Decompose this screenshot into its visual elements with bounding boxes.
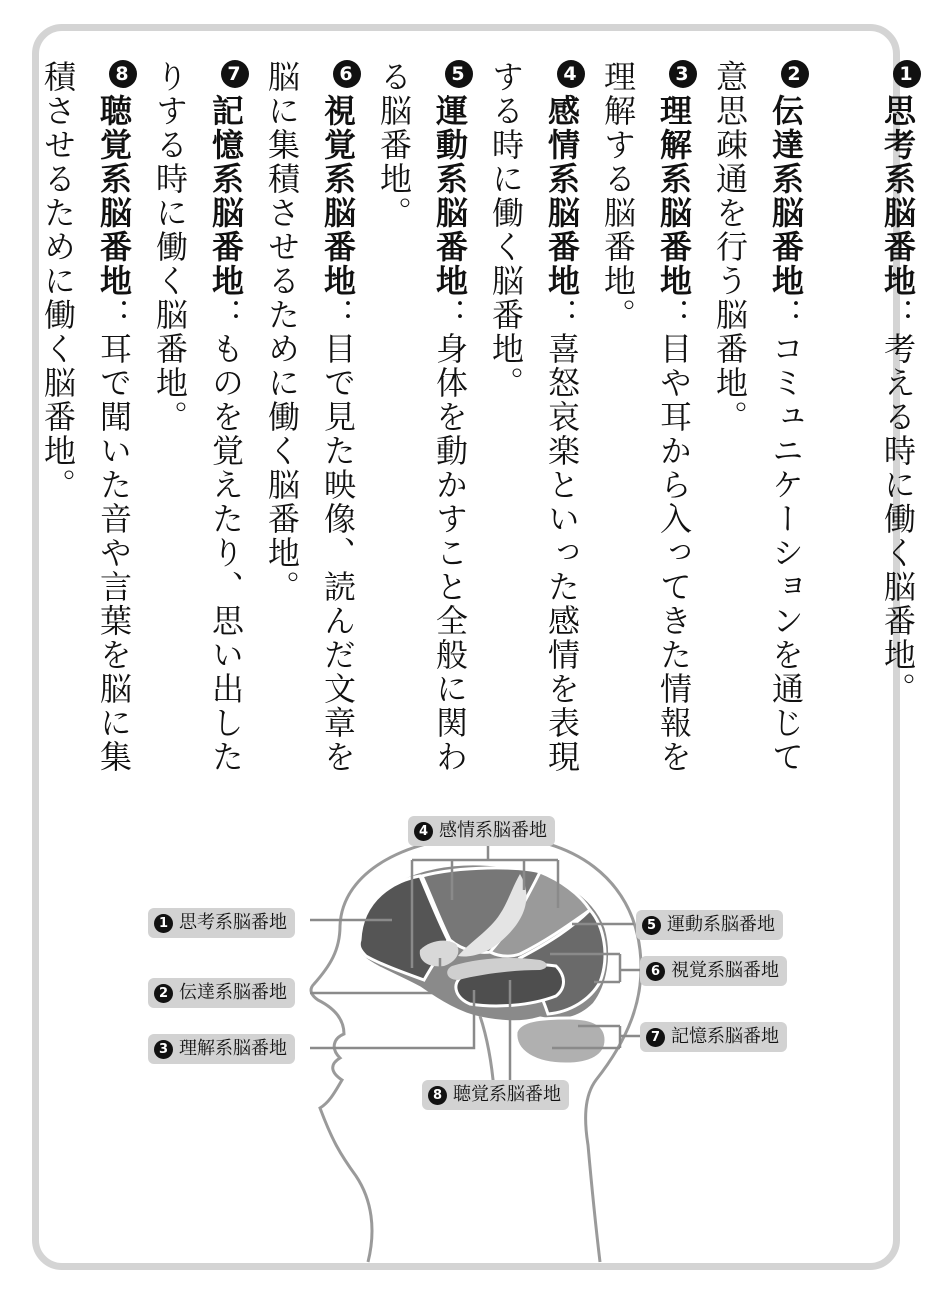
- term: 運動系脳番地: [431, 94, 469, 298]
- label-thinking: [148, 908, 295, 938]
- description: 目で見た映像、読んだ文章を脳に集積させるために働く脳番地。: [263, 60, 357, 774]
- item-2: [702, 60, 814, 780]
- badge-2-icon: 2: [781, 60, 809, 88]
- separator: ：: [543, 298, 581, 332]
- badge-1-icon: 1: [893, 60, 921, 88]
- badge-4-icon: 4: [414, 822, 433, 841]
- description: 耳で聞いた音や言葉を脳に集積させるために働く脳番地。: [39, 60, 133, 774]
- item-5: [366, 60, 478, 780]
- label-text: 理解系脳番地: [179, 1038, 287, 1059]
- item-3: [590, 60, 702, 780]
- brain-stem: [480, 1016, 494, 1090]
- description: 身体を動かすこと全般に関わる脳番地。: [375, 60, 469, 774]
- description: 喜怒哀楽といった感情を表現する時に働く脳番地。: [487, 60, 581, 774]
- label-text: 感情系脳番地: [439, 820, 547, 841]
- separator: ：: [431, 298, 469, 332]
- term: 聴覚系脳番地: [95, 94, 133, 298]
- description: 目や耳から入ってきた情報を理解する脳番地。: [599, 60, 693, 774]
- item-7: [142, 60, 254, 780]
- brain-diagram: [0, 790, 940, 1270]
- description: 考える時に働く脳番地。: [879, 332, 917, 706]
- description: ものを覚えたり、思い出したりする時に働く脳番地。: [151, 60, 245, 774]
- label-communication: [148, 978, 295, 1008]
- label-understanding: [148, 1034, 295, 1064]
- badge-7-icon: 7: [646, 1028, 665, 1047]
- badge-8-icon: 8: [109, 60, 137, 88]
- badge-1-icon: 1: [154, 914, 173, 933]
- badge-3-icon: 3: [154, 1040, 173, 1059]
- label-memory: [640, 1022, 787, 1052]
- label-hearing: [422, 1080, 569, 1110]
- label-text: 聴覚系脳番地: [453, 1084, 561, 1105]
- item-6: [254, 60, 366, 780]
- term: 感情系脳番地: [543, 94, 581, 298]
- label-text: 伝達系脳番地: [179, 982, 287, 1003]
- badge-5-icon: 5: [445, 60, 473, 88]
- label-text: 記憶系脳番地: [671, 1026, 779, 1047]
- label-motor: [636, 910, 783, 940]
- label-emotion: [408, 816, 555, 846]
- label-vision: [640, 956, 787, 986]
- badge-3-icon: 3: [669, 60, 697, 88]
- separator: ：: [319, 298, 357, 332]
- badge-8-icon: 8: [428, 1086, 447, 1105]
- badge-4-icon: 4: [557, 60, 585, 88]
- badge-5-icon: 5: [642, 916, 661, 935]
- term: 記憶系脳番地: [207, 94, 245, 298]
- term: 視覚系脳番地: [319, 94, 357, 298]
- item-1: [814, 60, 926, 780]
- badge-6-icon: 6: [646, 962, 665, 981]
- item-8: [30, 60, 142, 780]
- term: 伝達系脳番地: [767, 94, 805, 298]
- badge-2-icon: 2: [154, 984, 173, 1003]
- item-4: [478, 60, 590, 780]
- badge-7-icon: 7: [221, 60, 249, 88]
- separator: ：: [767, 298, 805, 332]
- term: 思考系脳番地: [879, 94, 917, 298]
- separator: ：: [879, 298, 917, 332]
- separator: ：: [207, 298, 245, 332]
- label-text: 思考系脳番地: [179, 912, 287, 933]
- badge-6-icon: 6: [333, 60, 361, 88]
- brain-svg: [0, 790, 940, 1270]
- label-text: 運動系脳番地: [667, 914, 775, 935]
- separator: ：: [95, 298, 133, 332]
- description: コミュニケーションを通じて意思疎通を行う脳番地。: [711, 60, 805, 774]
- separator: ：: [655, 298, 693, 332]
- label-text: 視覚系脳番地: [671, 960, 779, 981]
- term: 理解系脳番地: [655, 94, 693, 298]
